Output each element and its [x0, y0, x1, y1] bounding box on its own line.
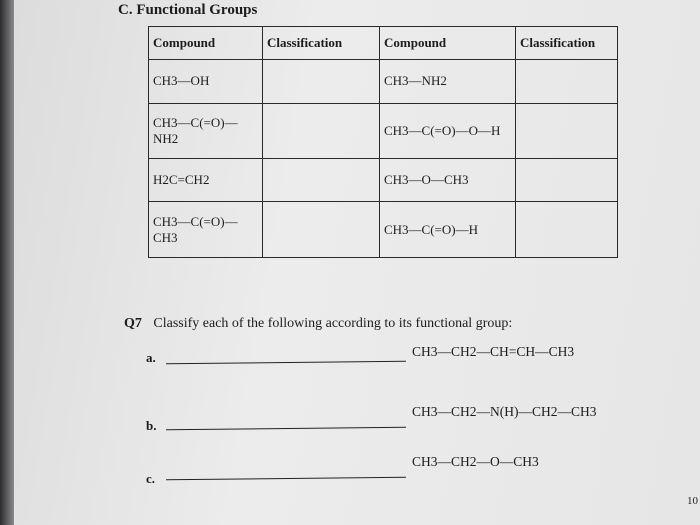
classification-cell	[516, 60, 618, 103]
classification-cell	[516, 159, 618, 202]
page-number: 10	[687, 495, 698, 507]
textbook-page	[14, 0, 700, 525]
table-row	[149, 60, 618, 103]
answer-blank-a[interactable]	[166, 361, 406, 365]
header-classification-2: Classification	[516, 27, 618, 60]
binding-edge	[0, 0, 14, 525]
compound-dimethyl-ether: CH3—O—CH3	[384, 172, 469, 188]
compound-cell	[380, 159, 516, 202]
item-c-label: c.	[146, 471, 156, 486]
header-compound-2: Compound	[380, 27, 516, 60]
classification-cell	[516, 103, 618, 159]
table-row	[149, 159, 618, 202]
compound-acetone: CH3—C(=O)—CH3	[153, 213, 238, 245]
answer-blank-b[interactable]	[166, 427, 406, 431]
header-compound-1: Compound	[149, 27, 263, 60]
question-prompt	[124, 316, 512, 332]
classification-cell	[263, 103, 380, 159]
classification-cell	[516, 202, 618, 258]
compound-cell	[149, 60, 263, 103]
compound-cell	[380, 202, 516, 258]
compound-acetaldehyde: CH3—C(=O)—H	[384, 221, 478, 237]
compound-ethene: H2C=CH2	[153, 172, 210, 188]
compound-cell	[149, 202, 263, 258]
section-title: C. Functional Groups	[118, 2, 258, 18]
formula-a: CH3—CH2—CH=CH—CH3	[412, 344, 575, 359]
formula-b: CH3—CH2—N(H)—CH2—CH3	[412, 404, 597, 419]
classification-cell	[263, 202, 380, 258]
item-a-label: a.	[146, 350, 156, 365]
table-header-row	[149, 27, 618, 60]
classification-cell	[263, 60, 380, 103]
compound-cell	[149, 159, 263, 202]
question-number: Q7	[124, 316, 142, 331]
table-row	[149, 202, 618, 258]
functional-groups-table	[148, 26, 618, 258]
question-text: Classify each of the following according to its functional group:	[153, 316, 513, 331]
table-row	[149, 103, 618, 159]
compound-cell	[380, 60, 516, 103]
classification-cell	[263, 159, 380, 202]
compound-methylamine: CH3—NH2	[384, 73, 447, 89]
header-classification-1: Classification	[263, 27, 380, 60]
compound-methanol: CH3—OH	[153, 73, 210, 89]
compound-acetamide: CH3—C(=O)—NH2	[153, 114, 238, 146]
compound-cell	[380, 103, 516, 159]
formula-c: CH3—CH2—O—CH3	[412, 454, 539, 469]
answer-blank-c[interactable]	[166, 477, 406, 481]
item-b-label: b.	[146, 418, 157, 433]
compound-cell	[149, 103, 263, 159]
compound-acetic-acid: CH3—C(=O)—O—H	[384, 122, 501, 138]
